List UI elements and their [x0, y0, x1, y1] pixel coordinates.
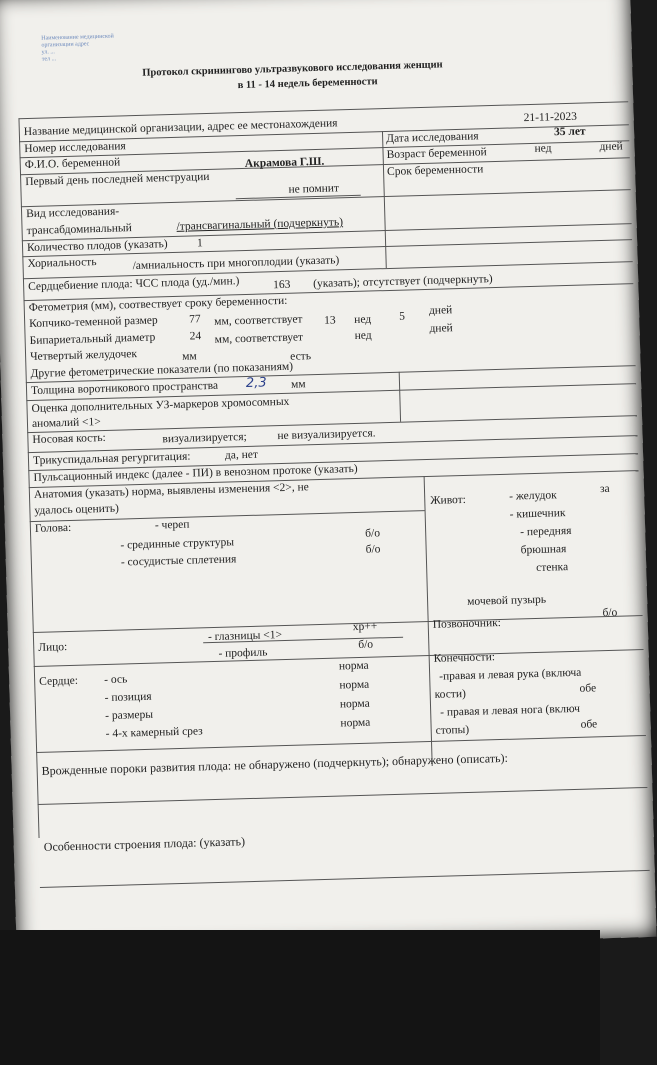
bladder-label: мочевой пузырь: [466, 593, 547, 608]
stamp-line: Наименование медицинской: [41, 33, 114, 42]
days-suffix: дней: [599, 140, 623, 154]
spine-label: Позвоночник:: [432, 616, 502, 631]
fetometry-label: Фетометрия (мм), соотвествует сроку беременности:: [28, 294, 288, 315]
head-label: Голова:: [34, 521, 72, 535]
limbs-line: -правая и левая рука (включа: [439, 666, 582, 683]
face-value: б/о: [358, 638, 374, 651]
spine-value: б/о: [602, 606, 618, 620]
nasal-opt1: визуализируется;: [162, 431, 247, 446]
crl-weeks-suffix: нед: [354, 313, 372, 326]
doc-title: Протокол скринингово ультразвукового исследования женщин: [142, 59, 443, 79]
crl-days-suffix: дней: [428, 304, 453, 317]
rule: [33, 615, 643, 633]
stamp-line: организации адрес: [41, 41, 90, 49]
bpd-days-suffix: дней: [429, 322, 453, 335]
heart-item: - 4-х камерный срез: [105, 725, 203, 741]
term-label: Срок беременности: [386, 163, 484, 178]
nasal-label: Носовая кость:: [32, 431, 106, 446]
heart-value: норма: [340, 716, 371, 730]
abdomen-item: брюшная: [520, 543, 567, 557]
limbs-value: обе: [580, 718, 598, 731]
abdomen-label: Живот:: [430, 493, 467, 507]
stamp: [41, 34, 114, 64]
heart-value: норма: [339, 697, 370, 711]
stomach-value: есть: [290, 350, 312, 363]
head-item: - череп: [154, 518, 190, 532]
heart-value: норма: [339, 678, 370, 692]
other-fetometry: Другие фетометрические показатели (по показаниям): [30, 360, 294, 381]
crl-text: мм, соответствует: [214, 313, 303, 328]
doc-subtitle: в 11 - 14 недель беременности: [237, 76, 378, 92]
dark-background: [0, 930, 600, 1065]
study-number-label: Номер исследования: [24, 140, 126, 156]
anatomy-label-1: Анатомия (указать) норма, выявлены изменения <2>, не: [33, 481, 309, 501]
patient-name-label: Ф.И.О. беременной: [24, 156, 121, 172]
head-value: б/о: [365, 527, 381, 540]
org-date: 21-11-2023: [523, 110, 578, 125]
age-value: 35 лет: [553, 125, 586, 139]
heartbeat-label: Сердцебиение плода: ЧСС плода (уд./мин.): [28, 275, 240, 294]
limbs-value: обе: [579, 682, 597, 695]
anatomy-label-2: удалось оценить): [34, 502, 120, 517]
heartbeat-value: 163: [273, 278, 291, 292]
head-item: - срединные структуры: [120, 536, 235, 552]
limbs-line: - правая и левая нога (включ: [440, 702, 581, 719]
rule: [38, 787, 648, 805]
bpd-weeks-suffix: нед: [354, 329, 372, 342]
chorion-label: Хориальность: [27, 256, 97, 271]
features-label: Особенности строения плода: (указать): [43, 834, 246, 854]
tricuspid-label: Трикуспидальная регургитация:: [32, 450, 191, 467]
stamp-line: тел ...: [41, 56, 57, 63]
bpd-label: Бипариетальный диаметр: [29, 331, 156, 348]
rule: [399, 372, 401, 422]
crl-value: 77: [188, 313, 201, 326]
nasal-opt2: не визуализируется.: [277, 427, 376, 443]
heartbeat-text: (указать); отсутствует (подчеркнуть): [313, 273, 493, 291]
heart-item: - ось: [104, 673, 128, 687]
heart-label: Сердце:: [39, 674, 79, 688]
stomach-label: Четвертый желудочек: [29, 348, 138, 364]
bpd-value: 24: [189, 330, 202, 343]
nt-value: 2,3: [245, 375, 267, 392]
bpd-text: мм, соответствует: [214, 331, 304, 346]
defects-label: Врожденные пороки развития плода: не обнаружено (подчеркнуть); обнаружено (описать):: [41, 750, 509, 778]
face-item: - профиль: [218, 646, 268, 660]
face-item: - глазницы <1>: [207, 629, 283, 644]
heart-value: норма: [338, 659, 369, 673]
limbs-line: кости): [434, 687, 467, 701]
fetus-count-label: Количество плодов (указать): [26, 238, 168, 255]
study-date-label: Дата исследования: [386, 130, 479, 145]
tricuspid-options: да, нет: [224, 448, 259, 462]
crl-days: 5: [398, 310, 406, 323]
rule: [385, 230, 387, 268]
study-type-b: /трансвагинальный (подчеркнуть): [176, 216, 344, 233]
nt-unit: мм: [290, 378, 306, 391]
abdomen-item: - передняя: [520, 524, 572, 539]
patient-name-value: Акрамова Г.Ш.: [244, 155, 325, 170]
lmp-value: не помнит: [288, 182, 340, 196]
heart-item: - позиция: [104, 690, 152, 705]
weeks-suffix: нед: [534, 142, 552, 155]
patient-age-label: Возраст беременной: [386, 146, 487, 161]
markers-label-1: Оценка дополнительных УЗ-маркеров хромосомных: [31, 395, 290, 415]
org-label: Название медицинской организации, адрес ее местонахождения: [23, 117, 338, 139]
abdomen-cut: за: [599, 482, 610, 496]
nt-label: Толщина воротникового пространства: [30, 379, 219, 398]
face-label: Лицо:: [38, 641, 68, 654]
stomach-unit: мм: [182, 350, 197, 363]
abdomen-item: - желудок: [509, 489, 557, 503]
markers-label-2: аномалий <1>: [31, 416, 101, 430]
rule: [40, 870, 650, 888]
crl-weeks: 13: [324, 314, 336, 327]
pi-label: Пульсационный индекс (далее - ПИ) в венозном протоке (указать): [33, 462, 358, 484]
heart-item: - размеры: [105, 708, 154, 723]
crl-label: Копчико-теменной размер: [29, 314, 158, 331]
abdomen-item: стенка: [536, 561, 569, 574]
abdomen-item: - кишечник: [509, 507, 566, 521]
face-value: хр++: [352, 620, 378, 634]
head-item: - сосудистые сплетения: [120, 553, 237, 569]
head-value: б/о: [365, 543, 381, 556]
chorion-text: /амниальность при многоплодии (указать): [132, 254, 340, 273]
limbs-label: Конечности:: [433, 651, 496, 665]
study-type-a: трансабдоминальный: [26, 222, 133, 238]
stamp-line: ул. ...: [41, 49, 55, 56]
lmp-label: Первый день последней менструации: [25, 170, 210, 189]
limbs-line: стопы): [435, 723, 470, 737]
study-type-label: Вид исследования-: [25, 205, 120, 221]
fetus-count-value: 1: [196, 237, 203, 250]
